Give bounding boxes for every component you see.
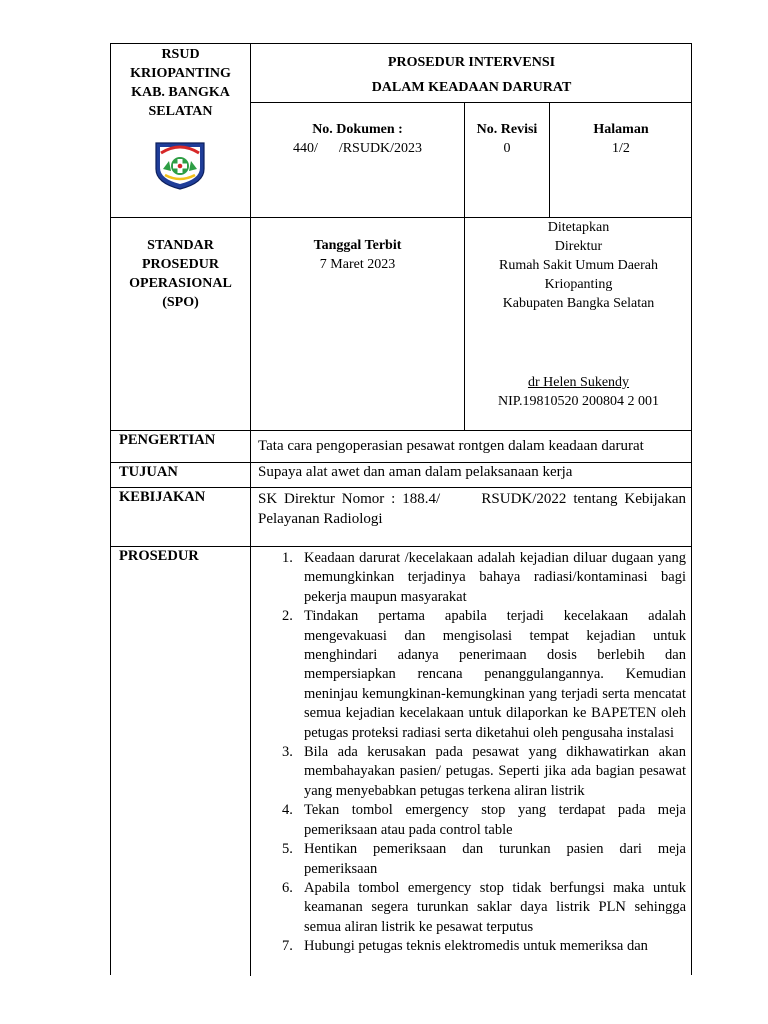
hospital-logo-icon [152,139,208,191]
prosedur-num: 6. [282,879,293,896]
tanggal-terbit-label: Tanggal Terbit [313,238,402,253]
prosedur-num: 1. [282,550,293,566]
tujuan-text: Supaya alat awet dan aman dalam pelaksanaan kerja [258,464,573,480]
prosedur-num: 7. [282,938,293,955]
spo-document [110,43,692,975]
prosedur-text: Hubungi petugas teknis elektromedis untuk memeriksa dan [304,938,648,955]
prosedur-num: 5. [282,841,293,858]
ditetapkan-cell [465,218,692,313]
prosedur-text: Bila ada kerusakan pada pesawat yang dikhawatirkan akan membahayakan pasien/ petugas. Seperti jika ada bagian pesawat yang menyebabkan petugas terkena aliran listrik [304,744,686,799]
tanggal-terbit-value: 7 Maret 2023 [319,257,396,272]
halaman-label: Halaman [593,122,649,137]
hospital-name [111,45,250,121]
signer-name: dr Helen Sukendy [527,375,630,390]
prosedur-text: Tekan tombol emergency stop yang terdapat pada meja pemeriksaan atau pada control table [304,802,686,838]
ditetapkan-line: Rumah Sakit Umum Daerah [498,258,659,273]
hospital-line: KAB. BANGKA [131,85,230,100]
document-title [251,53,692,97]
halaman-value: 1/2 [612,141,630,156]
kebijakan-text: SK Direktur Nomor : 188.4/ RSUDK/2022 tentang Kebijakan Pelayanan Radiologi [258,491,690,527]
prosedur-num: 3. [282,744,293,761]
no-dokumen-value: 440/ /RSUDK/2023 [292,141,423,156]
pengertian-text: Tata cara pengoperasian pesawat rontgen dalam keadaan darurat [258,438,644,454]
tanggal-terbit-cell [251,236,464,274]
spo-title-line: OPERASIONAL [129,276,232,291]
signer-nip: NIP.19810520 200804 2 001 [497,394,659,409]
prosedur-item [258,549,686,607]
halaman-cell [550,120,692,158]
prosedur-item [258,840,686,879]
title-line-1: PROSEDUR INTERVENSI [387,55,556,70]
ditetapkan-line: Ditetapkan [547,220,610,235]
kebijakan-label: KEBIJAKAN [119,489,206,505]
ditetapkan-line: Direktur [554,239,603,254]
prosedur-item [258,801,686,840]
prosedur-item [258,879,686,937]
no-dokumen-label: No. Dokumen : [312,122,403,137]
prosedur-list [258,549,686,957]
pengertian-label: PENGERTIAN [119,432,216,448]
spo-title-line: STANDAR [147,238,214,253]
spo-title-line: PROSEDUR [141,257,219,272]
prosedur-item [258,937,686,956]
prosedur-label: PROSEDUR [119,548,199,564]
no-revisi-label: No. Revisi [476,122,538,137]
no-revisi-value: 0 [503,141,511,156]
hospital-line: SELATAN [148,104,213,119]
prosedur-text: Apabila tombol emergency stop tidak berfungsi maka untuk keamanan segera turunkan saklar daya listrik PLN sehingga semua aliran listrik ke pesawat terputus [304,879,686,935]
no-dokumen-cell [251,120,464,158]
prosedur-text: Keadaan darurat /kecelakaan adalah kejadian diluar dugaan yang memungkinkan terjadinya bahaya radiasi/kontaminasi bagi pekerja maupun masyarakat [304,550,686,605]
prosedur-num: 4. [282,802,293,819]
title-line-2: DALAM KEADAAN DARURAT [371,80,572,95]
tujuan-label: TUJUAN [119,464,178,480]
spo-title-line: (SPO) [162,295,199,310]
prosedur-num: 2. [282,608,293,625]
hospital-line: RSUD [161,47,200,62]
prosedur-item [258,607,686,743]
ditetapkan-line: Kriopanting [544,277,613,292]
prosedur-text: Tindakan pertama apabila terjadi kecelakaan adalah mengevakuasi dan mengisolasi tempat kejadian untuk menghindari adanya penerimaan dosis berlebih dan mempersiapkan rencana penanggulangannya. Kemudian meninjau kemungkinan-kemungkinan yang terjadi serta mencatat semua kejadian kecelakaan untuk dilaporkan ke BAPETEN oleh petugas proteksi radiasi serta diketahui oleh pengusaha instalasi [304,608,686,741]
spo-title [111,236,250,312]
prosedur-text: Hentikan pemeriksaan dan turunkan pasien dari meja pemeriksaan [304,841,686,877]
ditetapkan-line: Kabupaten Bangka Selatan [502,296,655,311]
signer-block [465,373,692,411]
prosedur-item [258,743,686,801]
hospital-line: KRIOPANTING [130,66,231,81]
no-revisi-cell [465,120,549,158]
